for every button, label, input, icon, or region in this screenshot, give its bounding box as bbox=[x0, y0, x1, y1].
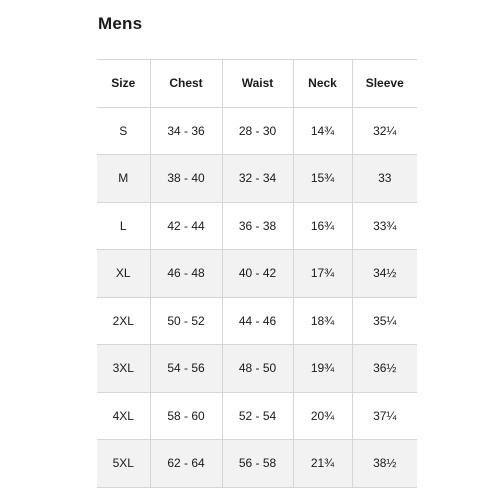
cell-chest: 50 - 52 bbox=[150, 297, 222, 345]
cell-sleeve: 38½ bbox=[352, 440, 417, 488]
cell-sleeve: 36½ bbox=[352, 345, 417, 393]
cell-waist: 40 - 42 bbox=[222, 250, 293, 298]
cell-sleeve: 35¼ bbox=[352, 297, 417, 345]
cell-sleeve: 37¼ bbox=[352, 392, 417, 440]
cell-size: 5XL bbox=[97, 440, 150, 488]
table-row bbox=[97, 202, 417, 250]
table-header-row bbox=[97, 60, 417, 108]
cell-chest: 54 - 56 bbox=[150, 345, 222, 393]
cell-waist: 32 - 34 bbox=[222, 155, 293, 203]
header-neck: Neck bbox=[293, 60, 352, 108]
cell-chest: 46 - 48 bbox=[150, 250, 222, 298]
cell-chest: 38 - 40 bbox=[150, 155, 222, 203]
cell-sleeve: 33¾ bbox=[352, 202, 417, 250]
cell-size: S bbox=[97, 107, 150, 155]
cell-size: XL bbox=[97, 250, 150, 298]
cell-chest: 42 - 44 bbox=[150, 202, 222, 250]
page-title: Mens bbox=[98, 14, 143, 33]
cell-neck: 19¾ bbox=[293, 345, 352, 393]
cell-neck: 16¾ bbox=[293, 202, 352, 250]
cell-size: 4XL bbox=[97, 392, 150, 440]
cell-size: 2XL bbox=[97, 297, 150, 345]
cell-sleeve: 34½ bbox=[352, 250, 417, 298]
cell-neck: 15¾ bbox=[293, 155, 352, 203]
table-row bbox=[97, 345, 417, 393]
cell-sleeve: 32¼ bbox=[352, 107, 417, 155]
cell-chest: 34 - 36 bbox=[150, 107, 222, 155]
cell-waist: 56 - 58 bbox=[222, 440, 293, 488]
table-row bbox=[97, 440, 417, 488]
cell-waist: 48 - 50 bbox=[222, 345, 293, 393]
cell-chest: 62 - 64 bbox=[150, 440, 222, 488]
cell-size: 3XL bbox=[97, 345, 150, 393]
cell-neck: 18¾ bbox=[293, 297, 352, 345]
cell-waist: 44 - 46 bbox=[222, 297, 293, 345]
header-sleeve: Sleeve bbox=[352, 60, 417, 108]
cell-neck: 14¾ bbox=[293, 107, 352, 155]
cell-chest: 58 - 60 bbox=[150, 392, 222, 440]
table-row bbox=[97, 392, 417, 440]
size-chart-table bbox=[97, 59, 417, 488]
cell-size: M bbox=[97, 155, 150, 203]
header-chest: Chest bbox=[150, 60, 222, 108]
header-waist: Waist bbox=[222, 60, 293, 108]
table-row bbox=[97, 297, 417, 345]
cell-neck: 20¾ bbox=[293, 392, 352, 440]
cell-size: L bbox=[97, 202, 150, 250]
cell-waist: 52 - 54 bbox=[222, 392, 293, 440]
cell-waist: 36 - 38 bbox=[222, 202, 293, 250]
cell-neck: 17¾ bbox=[293, 250, 352, 298]
cell-waist: 28 - 30 bbox=[222, 107, 293, 155]
table-row bbox=[97, 250, 417, 298]
cell-neck: 21¾ bbox=[293, 440, 352, 488]
table-row bbox=[97, 107, 417, 155]
cell-sleeve: 33 bbox=[352, 155, 417, 203]
header-size: Size bbox=[97, 60, 150, 108]
table-row bbox=[97, 155, 417, 203]
